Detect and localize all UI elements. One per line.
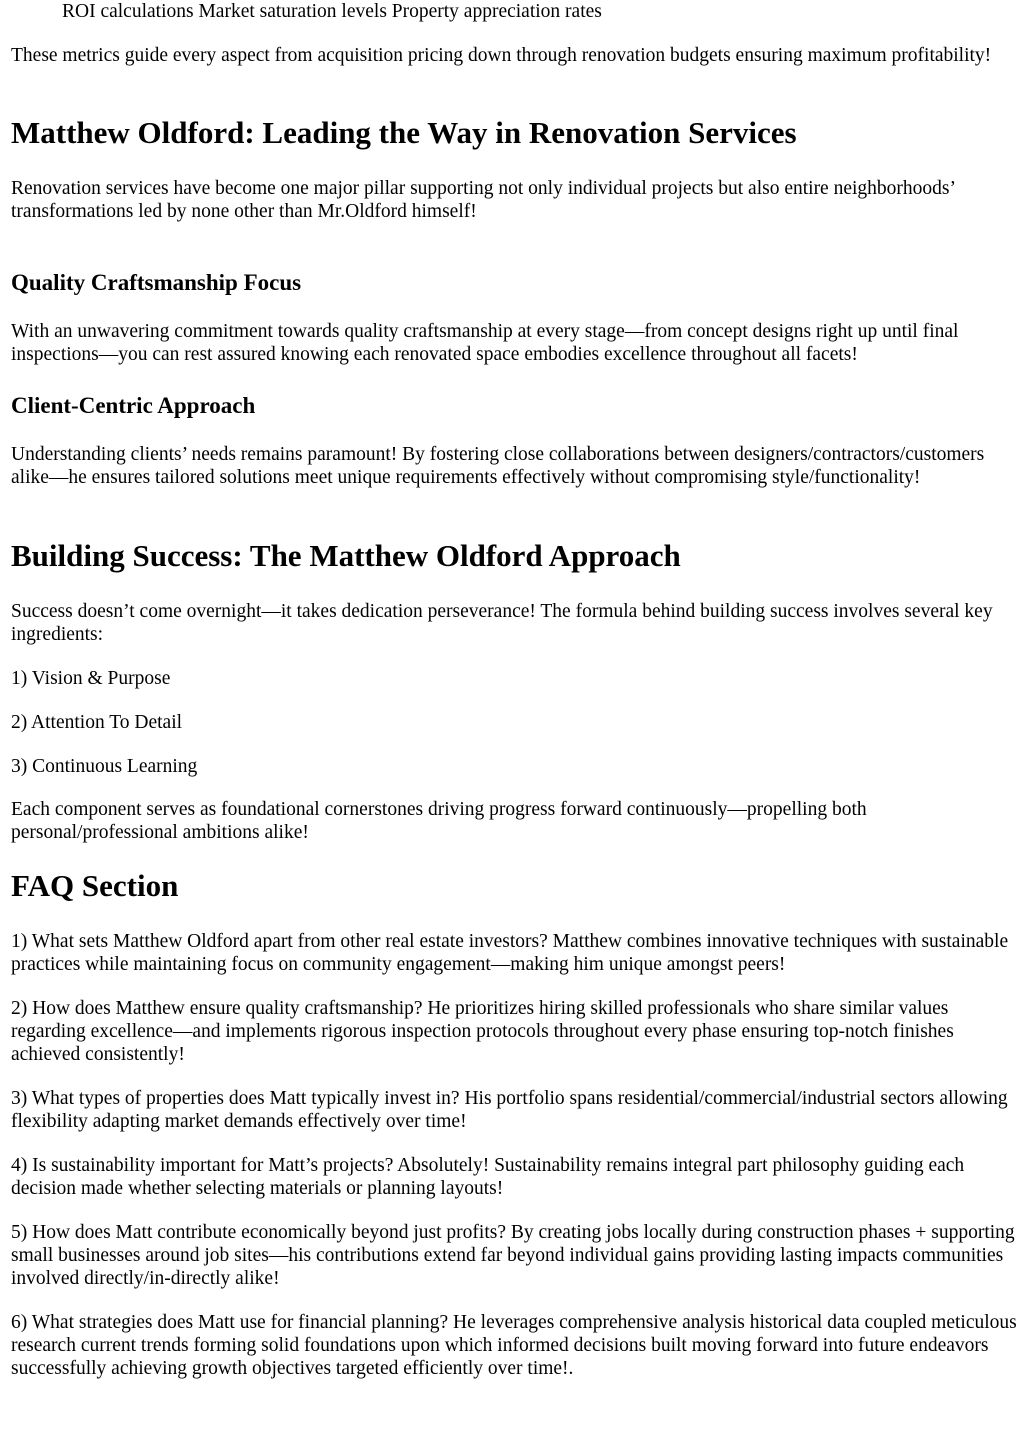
success-ingredient-item: 3) Continuous Learning — [11, 756, 198, 777]
faq-item: 6) What strategies does Matt use for financial planning? He leverages comprehensive analysis historical data coupled meticulous research current trends forming solid foundations upon which informed decisions built moving forward into future endeavors successfully achieving growth objectives targeted efficiently over time!. — [11, 1312, 1017, 1379]
renovation-paragraph: Renovation services have become one major pillar supporting not only individual projects but also entire neighborhoods’ transformations led by none other than Mr.Oldford himself! — [11, 178, 955, 222]
building-success-heading: Building Success: The Matthew Oldford Approach — [11, 538, 681, 573]
faq-heading: FAQ Section — [11, 868, 179, 903]
building-success-closing: Each component serves as foundational cornerstones driving progress forward continuously—propelling both personal/professional ambitions alike! — [11, 799, 867, 843]
metrics-paragraph: These metrics guide every aspect from acquisition pricing down through renovation budgets ensuring maximum profitability! — [11, 45, 992, 66]
faq-item: 1) What sets Matthew Oldford apart from other real estate investors? Matthew combines innovative techniques with sustainable practices while maintaining focus on community engagement—making him unique amongst peers! — [11, 931, 1009, 975]
quality-craftsmanship-paragraph: With an unwavering commitment towards quality craftsmanship at every stage—from concept designs right up until final inspections—you can rest assured knowing each renovated space embodies excellence throughout all facets! — [11, 321, 959, 365]
faq-item: 2) How does Matthew ensure quality craftsmanship? He prioritizes hiring skilled professionals who share similar values regarding excellence—and implements rigorous inspection protocols throughout every phase ensuring top-notch finishes achieved consistently! — [11, 998, 954, 1065]
client-centric-paragraph: Understanding clients’ needs remains paramount! By fostering close collaborations between designers/contractors/customers alike—he ensures tailored solutions meet unique requirements effectively without compromising style/functionality! — [11, 444, 985, 488]
building-success-paragraph: Success doesn’t come overnight—it takes dedication perseverance! The formula behind building success involves several key ingredients: — [11, 601, 993, 645]
faq-item: 5) How does Matt contribute economically beyond just profits? By creating jobs locally during construction phases + supporting small businesses around job sites—his contributions extend far beyond individual gains providing lasting impacts communities involved directly/in-directly alike! — [11, 1222, 1015, 1289]
success-ingredient-item: 2) Attention To Detail — [11, 712, 183, 733]
metrics-list-line: ROI calculations Market saturation levels Property appreciation rates — [62, 1, 602, 22]
client-centric-heading: Client-Centric Approach — [11, 393, 256, 418]
faq-item: 4) Is sustainability important for Matt’s projects? Absolutely! Sustainability remains integral part philosophy guiding each decision made whether selecting materials or planning layouts! — [11, 1155, 965, 1199]
faq-item: 3) What types of properties does Matt typically invest in? His portfolio spans residential/commercial/industrial sectors allowing flexibility adapting market demands effectively over time! — [11, 1088, 1008, 1132]
success-ingredient-item: 1) Vision & Purpose — [11, 668, 171, 689]
renovation-heading: Matthew Oldford: Leading the Way in Renovation Services — [11, 115, 797, 150]
quality-craftsmanship-heading: Quality Craftsmanship Focus — [11, 270, 302, 295]
